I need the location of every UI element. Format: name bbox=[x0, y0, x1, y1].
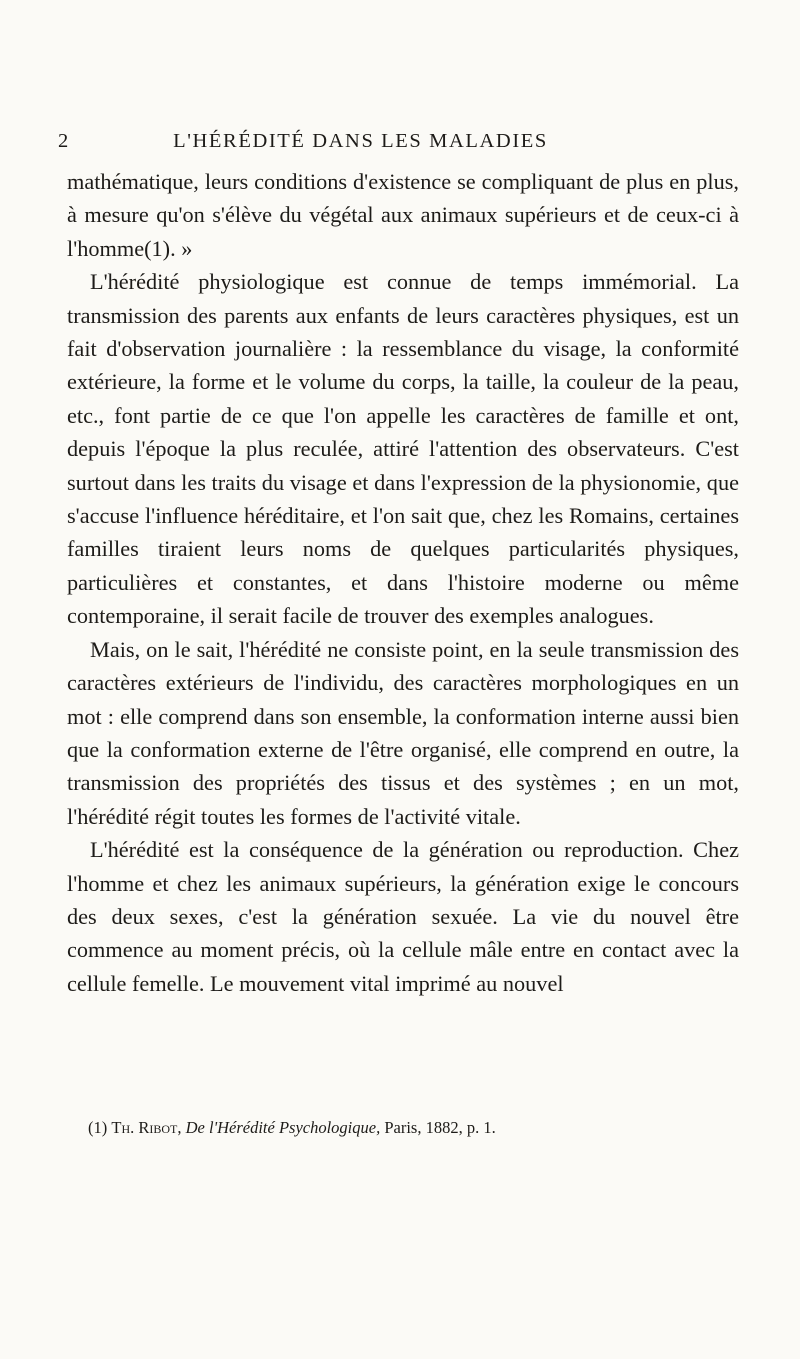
paragraph-generation: L'hérédité est la conséquence de la génération ou reproduction. Chez l'homme et chez les animaux supérieurs, la génération exige le concours des deux sexes, c'est la génération sexuée. La vie du nouvel être commence au moment précis, où la cellule mâle entre en contact avec la cellule femelle. Le mouvement vital imprimé au nouvel bbox=[67, 837, 739, 996]
footnote-publication: Paris, 1882, p. 1. bbox=[384, 1118, 496, 1137]
footnote-title: De l'Hérédité Psychologique, bbox=[185, 1118, 381, 1137]
footnote bbox=[67, 1117, 739, 1139]
footnote-marker: (1) bbox=[88, 1118, 108, 1137]
body-text bbox=[67, 165, 739, 1000]
page-number: 2 bbox=[58, 130, 70, 152]
paragraph-heredity-scope: Mais, on le sait, l'hérédité ne consiste point, en la seule transmission des caractères extérieurs de l'individu, des caractères morphologiques en un mot : elle comprend dans son ensemble, la conformation interne aussi bien que la conformation externe de l'être organisé, elle comprend en outre, la transmission des propriétés des tissus et des systèmes ; en un mot, l'hérédité régit toutes les formes de l'activité vitale. bbox=[67, 636, 739, 829]
footnote-author: Th. Ribot, bbox=[111, 1118, 182, 1137]
running-head bbox=[58, 130, 628, 160]
running-title: L'HÉRÉDITÉ DANS LES MALADIES bbox=[173, 130, 548, 152]
paragraph-physiological-heredity: L'hérédité physiologique est connue de temps immémorial. La transmission des parents aux enfants de leurs caractères physiques, est un fait d'observation journalière : la ressemblance du visage, la conformité extérieure, la forme et le volume du corps, la taille, la couleur de la peau, etc., font partie de ce que l'on appelle les caractères de famille et ont, depuis l'époque la plus reculée, attiré l'attention des observateurs. C'est surtout dans les traits du visage et dans l'expression de la physionomie, que s'accuse l'influence héréditaire, et l'on sait que, chez les Romains, certaines familles tiraient leurs noms de quelques particularités physiques, particulières et constantes, et dans l'histoire moderne ou même contemporaine, il serait facile de trouver des exemples analogues. bbox=[67, 269, 739, 629]
paragraph-continuation: mathématique, leurs conditions d'existence se compliquant de plus en plus, à mesure qu'on s'élève du végétal aux animaux supérieurs et de ceux-ci à l'homme(1). » bbox=[67, 169, 739, 261]
